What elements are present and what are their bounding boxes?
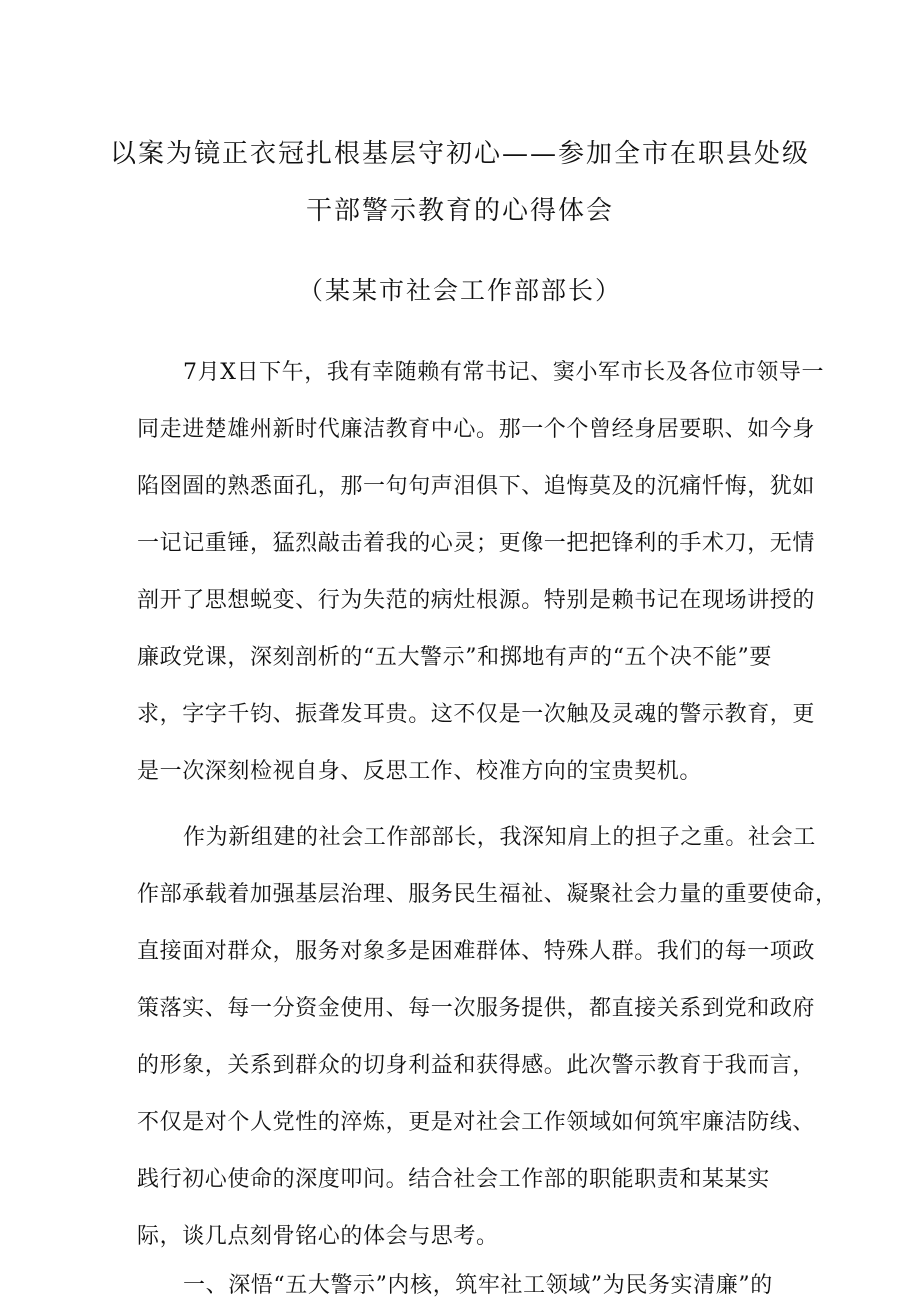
paragraph-2-line: 际，谈几点刻骨铭心的体会与思考。 [137, 1224, 499, 1249]
document-title-line-2: 干部警示教育的心得体会 [305, 196, 614, 226]
paragraph-1-line: 同走进楚雄州新时代廉洁教育中心。那一个个曾经身居要职、如今身 [137, 417, 816, 442]
paragraph-1-line: 是一次深刻检视自身、反思工作、校准方向的宝贵契机。 [137, 759, 703, 784]
paragraph-1-line: 一记记重锤，猛烈敲击着我的心灵；更像一把把锋利的手术刀，无情 [137, 531, 816, 556]
paragraph-2-line: 作部承载着加强基层治理、服务民生福祉、凝聚社会力量的重要使命， [137, 882, 838, 907]
paragraph-2-line: 不仅是对个人党性的淬炼，更是对社会工作领域如何筑牢廉洁防线、 [137, 1110, 816, 1135]
paragraph-1-line: 剖开了思想蜕变、行为失范的病灶根源。特别是赖书记在现场讲授的 [137, 588, 816, 613]
author-line: （某某市社会工作部部长） [297, 276, 622, 305]
paragraph-2-line: 的形象，关系到群众的切身利益和获得感。此次警示教育于我而言， [137, 1053, 816, 1078]
paragraph-2-line: 践行初心使命的深度叩问。结合社会工作部的职能职责和某某实 [137, 1167, 770, 1192]
paragraph-1-line: 求，字字千钧、振聋发耳贵。这不仅是一次触及灵魂的警示教育，更 [137, 702, 816, 727]
paragraph-2-line: 策落实、每一分资金使用、每一次服务提供，都直接关系到党和政府 [137, 996, 816, 1021]
section-heading-1: 一、深悟“五大警示”内核，筑牢社工领域”为民务实清廉”的 [183, 1273, 773, 1298]
paragraph-1-line: 廉政党课，深刻剖析的“五大警示”和掷地有声的“五个决不能”要 [137, 645, 772, 670]
paragraph-1-line: 7月X日下午，我有幸随赖有常书记、窦小军市长及各位市领导一 [183, 360, 825, 385]
paragraph-1-line: 陷囹圄的熟悉面孔，那一句句声泪俱下、追悔莫及的沉痛忏悔，犹如 [137, 474, 816, 499]
document-title-line-1: 以案为镜正衣冠扎根基层守初心——参加全市在职县处级 [109, 139, 810, 169]
paragraph-2-line: 直接面对群众，服务对象多是困难群体、特殊人群。我们的每一项政 [137, 939, 816, 964]
paragraph-2-line: 作为新组建的社会工作部部长，我深知肩上的担子之重。社会工 [183, 825, 816, 850]
